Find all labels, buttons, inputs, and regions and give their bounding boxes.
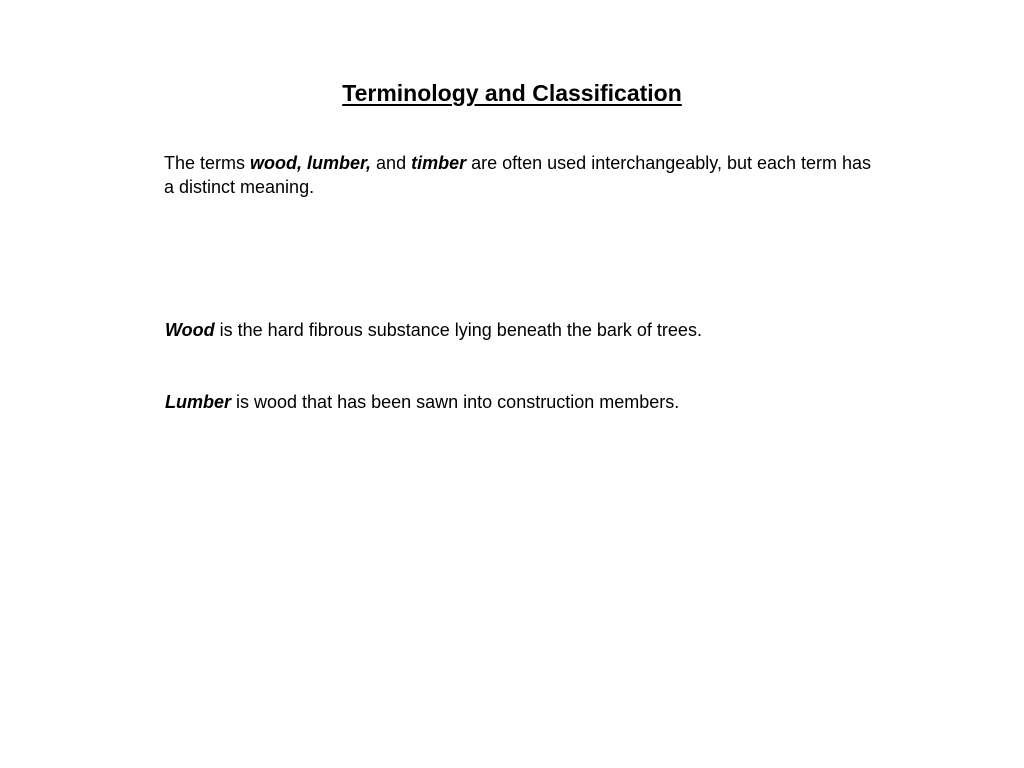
intro-paragraph	[164, 151, 876, 199]
lumber-term: Lumber	[165, 392, 232, 412]
intro-suffix: are often used interchangeably, but each term has a distinct meaning.	[164, 153, 872, 197]
term-timber: timber	[411, 153, 467, 173]
term-wood-lumber: wood, lumber,	[250, 153, 372, 173]
wood-term: Wood	[165, 320, 215, 340]
lumber-definition	[165, 390, 865, 414]
wood-definition	[165, 318, 865, 342]
wood-definition-text: is the hard fibrous substance lying beneath the bark of trees.	[214, 320, 702, 340]
page-title: Terminology and Classification	[342, 80, 682, 106]
intro-prefix: The terms	[164, 153, 251, 173]
lumber-definition-text: is wood that has been sawn into construction members.	[231, 392, 680, 412]
intro-and: and	[371, 153, 412, 173]
